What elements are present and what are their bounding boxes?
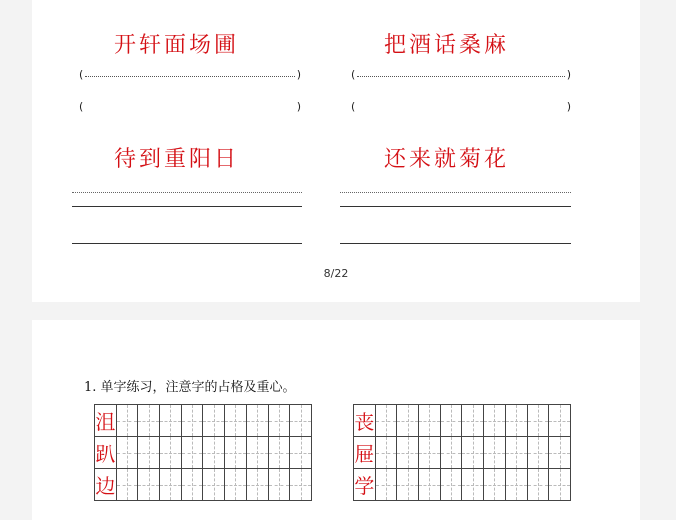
practice-cell	[441, 469, 463, 501]
answer-paren-line	[351, 68, 571, 84]
practice-cell	[203, 469, 225, 501]
practice-cell	[484, 437, 506, 469]
practice-cell	[549, 437, 571, 469]
practice-cell	[419, 405, 441, 437]
practice-cell	[117, 405, 139, 437]
poem-line-3: 待到重阳日	[114, 147, 240, 172]
practice-cell	[528, 469, 550, 501]
practice-cell	[247, 469, 269, 501]
paren-close: )	[566, 100, 571, 113]
practice-cell	[247, 437, 269, 469]
practice-cell	[225, 437, 247, 469]
model-character-cell	[354, 405, 376, 437]
practice-cell	[117, 437, 139, 469]
paren-close: )	[296, 68, 301, 81]
model-character: 趴	[95, 442, 116, 466]
practice-cell	[419, 437, 441, 469]
dotted-guide	[85, 76, 295, 77]
poem-line-4: 还来就菊花	[384, 147, 510, 172]
model-character: 边	[95, 474, 116, 498]
practice-cell	[506, 405, 528, 437]
practice-grid-right	[353, 404, 571, 501]
practice-cell	[182, 437, 204, 469]
practice-cell	[549, 469, 571, 501]
paren-close: )	[296, 100, 301, 113]
practice-cell	[160, 469, 182, 501]
practice-cell	[462, 469, 484, 501]
practice-cell	[506, 469, 528, 501]
answer-paren-line	[351, 100, 571, 116]
model-character: 学	[354, 474, 375, 498]
practice-cell	[247, 405, 269, 437]
practice-cell	[182, 405, 204, 437]
dotted-guide	[357, 76, 565, 77]
practice-cell	[419, 469, 441, 501]
practice-cell	[225, 469, 247, 501]
practice-cell	[290, 437, 312, 469]
practice-cell	[290, 469, 312, 501]
page-number: 8/22	[323, 267, 349, 280]
paren-open: (	[351, 100, 356, 113]
practice-cell	[484, 405, 506, 437]
practice-cell	[462, 405, 484, 437]
paren-open: (	[79, 68, 84, 81]
writing-line	[340, 206, 571, 207]
practice-cell	[138, 405, 160, 437]
practice-cell	[376, 469, 398, 501]
practice-cell	[225, 405, 247, 437]
model-character: 丧	[354, 410, 375, 434]
model-character: 屉	[354, 442, 375, 466]
practice-cell	[506, 437, 528, 469]
practice-cell	[138, 469, 160, 501]
model-character-cell	[95, 405, 117, 437]
exercise-instruction: 1. 单字练习，注意字的占格及重心。	[84, 380, 296, 395]
worksheet-page-9	[32, 320, 640, 520]
answer-paren-line	[79, 68, 301, 84]
practice-cell	[484, 469, 506, 501]
practice-cell	[397, 437, 419, 469]
practice-cell	[441, 405, 463, 437]
practice-cell	[397, 405, 419, 437]
practice-cell	[290, 405, 312, 437]
practice-cell	[528, 405, 550, 437]
paren-open: (	[79, 100, 84, 113]
practice-cell	[117, 469, 139, 501]
paren-close: )	[566, 68, 571, 81]
practice-cell	[160, 437, 182, 469]
practice-cell	[376, 405, 398, 437]
worksheet-page-8	[32, 0, 640, 302]
practice-cell	[269, 469, 291, 501]
practice-cell	[441, 437, 463, 469]
writing-line	[340, 243, 571, 244]
writing-guide-dotted	[340, 192, 571, 193]
practice-cell	[203, 405, 225, 437]
practice-cell	[182, 469, 204, 501]
practice-cell	[397, 469, 419, 501]
writing-guide-dotted	[72, 192, 302, 193]
writing-line	[72, 206, 302, 207]
practice-cell	[138, 437, 160, 469]
practice-cell	[269, 437, 291, 469]
model-character-cell	[354, 437, 376, 469]
practice-cell	[462, 437, 484, 469]
practice-cell	[376, 437, 398, 469]
practice-cell	[203, 437, 225, 469]
model-character: 沮	[95, 410, 116, 434]
practice-cell	[549, 405, 571, 437]
paren-open: (	[351, 68, 356, 81]
practice-cell	[528, 437, 550, 469]
practice-cell	[269, 405, 291, 437]
practice-grid-left	[94, 404, 312, 501]
poem-line-2: 把酒话桑麻	[384, 33, 510, 58]
model-character-cell	[354, 469, 376, 501]
writing-line	[72, 243, 302, 244]
model-character-cell	[95, 437, 117, 469]
answer-paren-line	[79, 100, 301, 116]
model-character-cell	[95, 469, 117, 501]
poem-line-1: 开轩面场圃	[114, 33, 240, 58]
practice-cell	[160, 405, 182, 437]
